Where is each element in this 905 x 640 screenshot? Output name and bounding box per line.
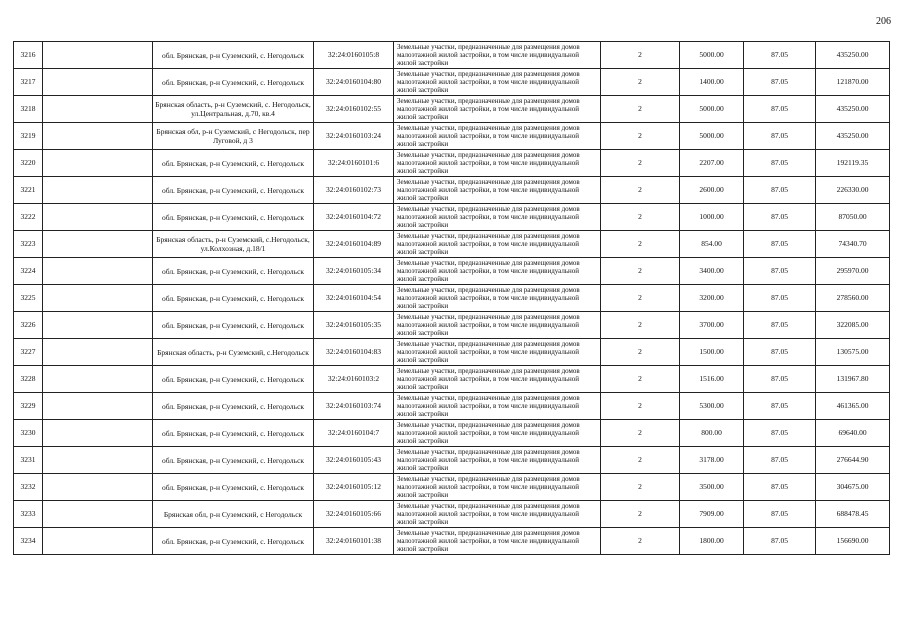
land-use-description-cell: Земельные участки, предназначенные для размещения домов малоэтажной жилой застройки, в том числе индивидуальной жилой застройки: [394, 285, 601, 312]
specific-value-cell: 87.05: [744, 96, 816, 123]
cadastral-number-cell: 32:24:0160103:2: [314, 366, 394, 393]
cadastral-value-cell: 295970.00: [816, 258, 890, 285]
cadastral-value-cell: 192119.35: [816, 150, 890, 177]
empty-cell: [43, 447, 153, 474]
empty-cell: [43, 150, 153, 177]
cadastral-number-cell: 32:24:0160104:72: [314, 204, 394, 231]
cadastral-value-cell: 226330.00: [816, 177, 890, 204]
cadastral-number-cell: 32:24:0160104:83: [314, 339, 394, 366]
area-cell: 3200.00: [680, 285, 744, 312]
cadastral-number-cell: 32:24:0160105:35: [314, 312, 394, 339]
empty-cell: [43, 258, 153, 285]
row-number-cell: 3221: [14, 177, 43, 204]
specific-value-cell: 87.05: [744, 69, 816, 96]
empty-cell: [43, 339, 153, 366]
cadastral-number-cell: 32:24:0160104:7: [314, 420, 394, 447]
land-use-description-cell: Земельные участки, предназначенные для размещения домов малоэтажной жилой застройки, в том числе индивидуальной жилой застройки: [394, 501, 601, 528]
area-cell: 800.00: [680, 420, 744, 447]
address-cell: обл. Брянская, р-н Суземский, с. Негодольск: [153, 366, 314, 393]
specific-value-cell: 87.05: [744, 177, 816, 204]
group-cell: 2: [601, 231, 680, 258]
cadastral-value-cell: 278560.00: [816, 285, 890, 312]
cadastral-value-cell: 322085.00: [816, 312, 890, 339]
area-cell: 3500.00: [680, 474, 744, 501]
cadastral-value-cell: 121870.00: [816, 69, 890, 96]
group-cell: 2: [601, 393, 680, 420]
table-row: [14, 96, 890, 123]
table-row: [14, 339, 890, 366]
table-row: [14, 177, 890, 204]
area-cell: 5000.00: [680, 42, 744, 69]
group-cell: 2: [601, 150, 680, 177]
specific-value-cell: 87.05: [744, 123, 816, 150]
row-number-cell: 3233: [14, 501, 43, 528]
cadastral-number-cell: 32:24:0160105:66: [314, 501, 394, 528]
area-cell: 854.00: [680, 231, 744, 258]
address-cell: обл. Брянская, р-н Суземский, с. Негодольск: [153, 285, 314, 312]
cadastral-value-cell: 87050.00: [816, 204, 890, 231]
specific-value-cell: 87.05: [744, 42, 816, 69]
cadastral-number-cell: 32:24:0160105:34: [314, 258, 394, 285]
empty-cell: [43, 177, 153, 204]
land-use-description-cell: Земельные участки, предназначенные для размещения домов малоэтажной жилой застройки, в том числе индивидуальной жилой застройки: [394, 393, 601, 420]
table-row: [14, 204, 890, 231]
land-use-description-cell: Земельные участки, предназначенные для размещения домов малоэтажной жилой застройки, в том числе индивидуальной жилой застройки: [394, 96, 601, 123]
table-row: [14, 231, 890, 258]
group-cell: 2: [601, 96, 680, 123]
address-cell: обл. Брянская, р-н Суземский, с. Негодольск: [153, 42, 314, 69]
land-use-description-cell: Земельные участки, предназначенные для размещения домов малоэтажной жилой застройки, в том числе индивидуальной жилой застройки: [394, 474, 601, 501]
empty-cell: [43, 366, 153, 393]
table-row: [14, 312, 890, 339]
cadastral-value-cell: 131967.80: [816, 366, 890, 393]
cadastral-number-cell: 32:24:0160104:54: [314, 285, 394, 312]
row-number-cell: 3218: [14, 96, 43, 123]
area-cell: 3178.00: [680, 447, 744, 474]
specific-value-cell: 87.05: [744, 447, 816, 474]
empty-cell: [43, 96, 153, 123]
row-number-cell: 3222: [14, 204, 43, 231]
address-cell: обл. Брянская, р-н Суземский, с. Негодольск: [153, 447, 314, 474]
table-row: [14, 501, 890, 528]
address-cell: Брянская область, р-н Суземский, с.Негодольск, ул.Колхозная, д.18/1: [153, 231, 314, 258]
table-row: [14, 285, 890, 312]
address-cell: обл. Брянская, р-н Суземский, с. Негодольск: [153, 420, 314, 447]
row-number-cell: 3216: [14, 42, 43, 69]
group-cell: 2: [601, 312, 680, 339]
cadastral-number-cell: 32:24:0160105:12: [314, 474, 394, 501]
table-row: [14, 150, 890, 177]
empty-cell: [43, 474, 153, 501]
land-use-description-cell: Земельные участки, предназначенные для размещения домов малоэтажной жилой застройки, в том числе индивидуальной жилой застройки: [394, 177, 601, 204]
cadastral-number-cell: 32:24:0160101:6: [314, 150, 394, 177]
address-cell: обл. Брянская, р-н Суземский, с. Негодольск: [153, 393, 314, 420]
empty-cell: [43, 393, 153, 420]
group-cell: 2: [601, 258, 680, 285]
specific-value-cell: 87.05: [744, 339, 816, 366]
empty-cell: [43, 42, 153, 69]
specific-value-cell: 87.05: [744, 312, 816, 339]
cadastral-number-cell: 32:24:0160104:89: [314, 231, 394, 258]
cadastral-value-cell: 156690.00: [816, 528, 890, 555]
table-row: [14, 474, 890, 501]
group-cell: 2: [601, 285, 680, 312]
group-cell: 2: [601, 42, 680, 69]
land-use-description-cell: Земельные участки, предназначенные для размещения домов малоэтажной жилой застройки, в том числе индивидуальной жилой застройки: [394, 231, 601, 258]
specific-value-cell: 87.05: [744, 285, 816, 312]
land-use-description-cell: Земельные участки, предназначенные для размещения домов малоэтажной жилой застройки, в том числе индивидуальной жилой застройки: [394, 258, 601, 285]
area-cell: 1000.00: [680, 204, 744, 231]
area-cell: 1516.00: [680, 366, 744, 393]
address-cell: обл. Брянская, р-н Суземский, с. Негодольск: [153, 204, 314, 231]
address-cell: обл. Брянская, р-н Суземский, с. Негодольск: [153, 258, 314, 285]
group-cell: 2: [601, 528, 680, 555]
row-number-cell: 3231: [14, 447, 43, 474]
area-cell: 3700.00: [680, 312, 744, 339]
row-number-cell: 3229: [14, 393, 43, 420]
cadastral-number-cell: 32:24:0160104:80: [314, 69, 394, 96]
cadastral-value-cell: 130575.00: [816, 339, 890, 366]
land-use-description-cell: Земельные участки, предназначенные для размещения домов малоэтажной жилой застройки, в том числе индивидуальной жилой застройки: [394, 150, 601, 177]
area-cell: 5300.00: [680, 393, 744, 420]
group-cell: 2: [601, 69, 680, 96]
cadastral-value-cell: 304675.00: [816, 474, 890, 501]
table-row: [14, 69, 890, 96]
row-number-cell: 3225: [14, 285, 43, 312]
specific-value-cell: 87.05: [744, 231, 816, 258]
land-use-description-cell: Земельные участки, предназначенные для размещения домов малоэтажной жилой застройки, в том числе индивидуальной жилой застройки: [394, 69, 601, 96]
empty-cell: [43, 501, 153, 528]
area-cell: 1800.00: [680, 528, 744, 555]
empty-cell: [43, 123, 153, 150]
land-use-description-cell: Земельные участки, предназначенные для размещения домов малоэтажной жилой застройки, в том числе индивидуальной жилой застройки: [394, 366, 601, 393]
group-cell: 2: [601, 447, 680, 474]
table-row: [14, 123, 890, 150]
row-number-cell: 3223: [14, 231, 43, 258]
row-number-cell: 3226: [14, 312, 43, 339]
row-number-cell: 3217: [14, 69, 43, 96]
cadastral-value-cell: 74340.70: [816, 231, 890, 258]
cadastral-number-cell: 32:24:0160103:74: [314, 393, 394, 420]
address-cell: обл. Брянская, р-н Суземский, с. Негодольск: [153, 312, 314, 339]
address-cell: Брянская область, р-н Суземский, с.Негодольск: [153, 339, 314, 366]
group-cell: 2: [601, 501, 680, 528]
cadastral-number-cell: 32:24:0160102:55: [314, 96, 394, 123]
land-use-description-cell: Земельные участки, предназначенные для размещения домов малоэтажной жилой застройки, в том числе индивидуальной жилой застройки: [394, 528, 601, 555]
area-cell: 2600.00: [680, 177, 744, 204]
cadastral-value-cell: 276644.90: [816, 447, 890, 474]
row-number-cell: 3219: [14, 123, 43, 150]
land-use-description-cell: Земельные участки, предназначенные для размещения домов малоэтажной жилой застройки, в том числе индивидуальной жилой застройки: [394, 447, 601, 474]
address-cell: обл. Брянская, р-н Суземский, с. Негодольск: [153, 474, 314, 501]
address-cell: обл. Брянская, р-н Суземский, с. Негодольск: [153, 69, 314, 96]
row-number-cell: 3232: [14, 474, 43, 501]
row-number-cell: 3220: [14, 150, 43, 177]
row-number-cell: 3234: [14, 528, 43, 555]
cadastral-value-cell: 688478.45: [816, 501, 890, 528]
table-body: [14, 42, 890, 555]
table-row: [14, 258, 890, 285]
empty-cell: [43, 528, 153, 555]
area-cell: 7909.00: [680, 501, 744, 528]
cadastral-value-table: [13, 41, 890, 555]
row-number-cell: 3227: [14, 339, 43, 366]
table-row: [14, 420, 890, 447]
area-cell: 1500.00: [680, 339, 744, 366]
group-cell: 2: [601, 366, 680, 393]
specific-value-cell: 87.05: [744, 393, 816, 420]
area-cell: 2207.00: [680, 150, 744, 177]
table-row: [14, 528, 890, 555]
group-cell: 2: [601, 123, 680, 150]
specific-value-cell: 87.05: [744, 366, 816, 393]
empty-cell: [43, 420, 153, 447]
address-cell: обл. Брянская, р-н Суземский, с. Негодольск: [153, 177, 314, 204]
cadastral-value-cell: 69640.00: [816, 420, 890, 447]
land-use-description-cell: Земельные участки, предназначенные для размещения домов малоэтажной жилой застройки, в том числе индивидуальной жилой застройки: [394, 420, 601, 447]
specific-value-cell: 87.05: [744, 474, 816, 501]
land-use-description-cell: Земельные участки, предназначенные для размещения домов малоэтажной жилой застройки, в том числе индивидуальной жилой застройки: [394, 312, 601, 339]
address-cell: обл. Брянская, р-н Суземский, с. Негодольск: [153, 150, 314, 177]
page-number: 206: [876, 16, 891, 27]
cadastral-number-cell: 32:24:0160103:24: [314, 123, 394, 150]
address-cell: Брянская область, р-н Суземский, с. Негодольск, ул.Центральная, д.70, кв.4: [153, 96, 314, 123]
empty-cell: [43, 312, 153, 339]
empty-cell: [43, 204, 153, 231]
specific-value-cell: 87.05: [744, 501, 816, 528]
table-row: [14, 366, 890, 393]
table-row: [14, 393, 890, 420]
land-use-description-cell: Земельные участки, предназначенные для размещения домов малоэтажной жилой застройки, в том числе индивидуальной жилой застройки: [394, 42, 601, 69]
specific-value-cell: 87.05: [744, 258, 816, 285]
cadastral-number-cell: 32:24:0160105:8: [314, 42, 394, 69]
row-number-cell: 3230: [14, 420, 43, 447]
group-cell: 2: [601, 420, 680, 447]
empty-cell: [43, 231, 153, 258]
group-cell: 2: [601, 474, 680, 501]
address-cell: Брянская обл, р-н Суземский, с Негодольск, пер Луговой, д 3: [153, 123, 314, 150]
empty-cell: [43, 69, 153, 96]
table-row: [14, 42, 890, 69]
land-use-description-cell: Земельные участки, предназначенные для размещения домов малоэтажной жилой застройки, в том числе индивидуальной жилой застройки: [394, 339, 601, 366]
specific-value-cell: 87.05: [744, 528, 816, 555]
specific-value-cell: 87.05: [744, 204, 816, 231]
cadastral-value-cell: 461365.00: [816, 393, 890, 420]
cadastral-value-cell: 435250.00: [816, 96, 890, 123]
area-cell: 3400.00: [680, 258, 744, 285]
area-cell: 5000.00: [680, 96, 744, 123]
empty-cell: [43, 285, 153, 312]
cadastral-number-cell: 32:24:0160105:43: [314, 447, 394, 474]
cadastral-value-cell: 435250.00: [816, 123, 890, 150]
cadastral-number-cell: 32:24:0160102:73: [314, 177, 394, 204]
group-cell: 2: [601, 177, 680, 204]
area-cell: 5000.00: [680, 123, 744, 150]
land-use-description-cell: Земельные участки, предназначенные для размещения домов малоэтажной жилой застройки, в том числе индивидуальной жилой застройки: [394, 123, 601, 150]
specific-value-cell: 87.05: [744, 420, 816, 447]
row-number-cell: 3224: [14, 258, 43, 285]
land-use-description-cell: Земельные участки, предназначенные для размещения домов малоэтажной жилой застройки, в том числе индивидуальной жилой застройки: [394, 204, 601, 231]
table-row: [14, 447, 890, 474]
cadastral-value-cell: 435250.00: [816, 42, 890, 69]
specific-value-cell: 87.05: [744, 150, 816, 177]
group-cell: 2: [601, 204, 680, 231]
address-cell: Брянская обл, р-н Суземский, с Негодольск: [153, 501, 314, 528]
row-number-cell: 3228: [14, 366, 43, 393]
cadastral-number-cell: 32:24:0160101:38: [314, 528, 394, 555]
address-cell: обл. Брянская, р-н Суземский, с. Негодольск: [153, 528, 314, 555]
area-cell: 1400.00: [680, 69, 744, 96]
group-cell: 2: [601, 339, 680, 366]
